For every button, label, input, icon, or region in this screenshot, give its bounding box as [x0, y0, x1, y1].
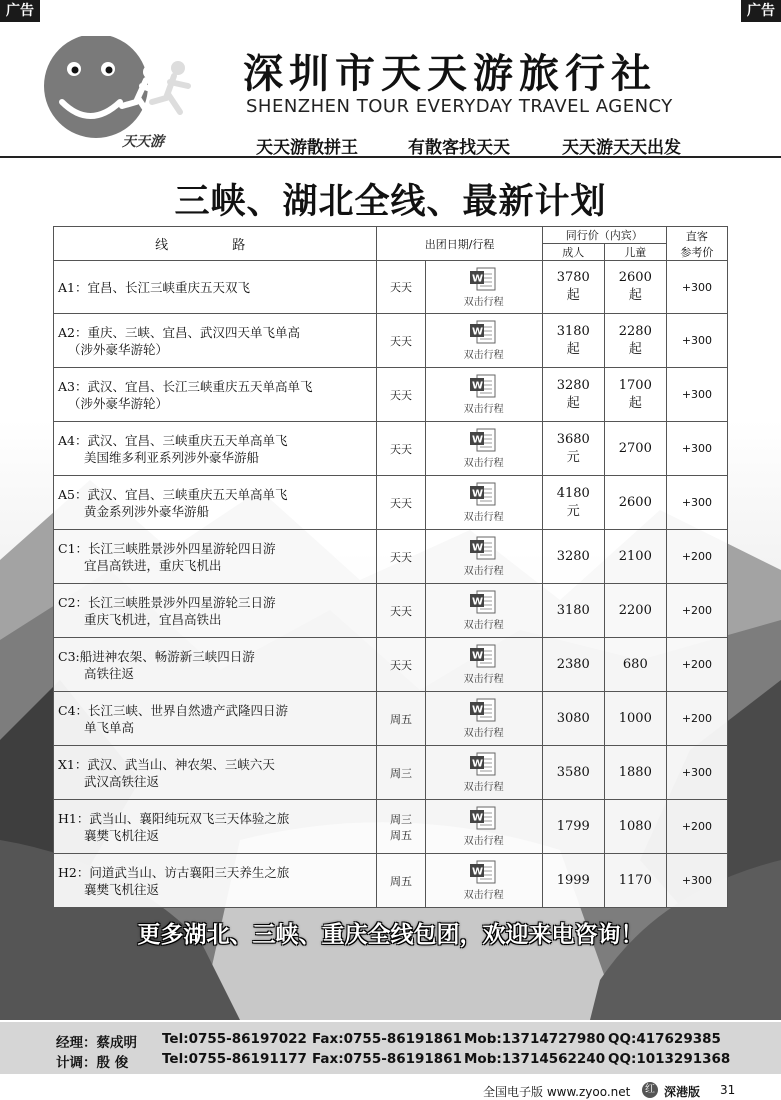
adult-price-unit: 元 [566, 503, 580, 519]
route-row [54, 854, 728, 908]
route-row [54, 476, 728, 530]
page-title: 三峡、湖北全线、最新计划 [174, 182, 607, 222]
direct-price: +300 [666, 368, 727, 422]
word-document-icon [469, 644, 499, 668]
direct-price: +300 [666, 261, 727, 314]
itinerary-label: 双击行程 [463, 350, 504, 361]
itinerary-link[interactable] [425, 800, 542, 854]
child-price-value: 1080 [618, 818, 652, 834]
itinerary-label: 双击行程 [463, 512, 504, 523]
itinerary-link[interactable] [425, 368, 542, 422]
route-name [54, 261, 377, 314]
adult-price [542, 692, 604, 746]
itinerary-label: 双击行程 [463, 620, 504, 631]
footer-website[interactable]: 全国电子版 www.zyoo.net [483, 1085, 631, 1099]
adult-price [542, 314, 604, 368]
child-price [604, 800, 666, 854]
word-document-icon [469, 860, 499, 884]
svg-text:W: W [471, 596, 483, 608]
contact-qq: QQ:417629385 [608, 1031, 721, 1047]
itinerary-link[interactable] [425, 746, 542, 800]
route-row [54, 314, 728, 368]
word-document-icon [469, 806, 499, 830]
itinerary-link[interactable] [425, 638, 542, 692]
route-line-1: H1：武当山、襄阳纯玩双飞三天体验之旅 [58, 810, 290, 826]
page-number: 31 [720, 1083, 736, 1097]
departure-day [377, 854, 425, 908]
route-line-2: 武汉高铁往返 [84, 773, 160, 789]
itinerary-link[interactable] [425, 422, 542, 476]
contact-tel: Tel:0755-86191177 [162, 1051, 307, 1067]
header-route: 线 路 [54, 227, 377, 261]
adult-price [542, 476, 604, 530]
adult-price-value: 1799 [556, 818, 590, 834]
route-line-2: （涉外豪华游轮） [68, 341, 169, 357]
itinerary-label: 双击行程 [463, 674, 504, 685]
route-line-2: 襄樊飞机往返 [84, 881, 160, 897]
route-line-2: 高铁往返 [84, 665, 135, 681]
itinerary-label: 双击行程 [463, 458, 504, 469]
contact-mobile: Mob:13714562240 [464, 1051, 606, 1067]
ad-tag-right: 广告 [741, 0, 781, 22]
itinerary-link[interactable] [425, 584, 542, 638]
departure-day-2: 周五 [390, 828, 412, 842]
word-document-icon [469, 536, 499, 560]
route-line-2: 单飞单高 [84, 719, 135, 735]
direct-price: +200 [666, 800, 727, 854]
route-line-1: H2：问道武当山、访古襄阳三天养生之旅 [58, 864, 290, 880]
word-document-icon [469, 698, 499, 722]
route-row [54, 800, 728, 854]
route-line-1: A2：重庆、三峡、宜昌、武汉四天单飞单高 [58, 324, 300, 340]
itinerary-label: 双击行程 [463, 782, 504, 793]
word-document-icon [469, 267, 499, 291]
page-footer [0, 1080, 781, 1100]
direct-price: +300 [666, 314, 727, 368]
departure-day [377, 476, 425, 530]
direct-price: +200 [666, 530, 727, 584]
child-price [604, 638, 666, 692]
route-line-2: 重庆飞机进，宜昌高铁出 [84, 611, 222, 627]
route-row [54, 638, 728, 692]
word-document-icon [469, 590, 499, 614]
header-peer-price: 同行价（内宾） [542, 227, 666, 244]
departure-day-1: 天天 [390, 604, 412, 618]
svg-text:W: W [471, 812, 483, 824]
itinerary-label: 双击行程 [463, 566, 504, 577]
header-direct-price [666, 227, 727, 261]
adult-price [542, 638, 604, 692]
child-price [604, 368, 666, 422]
itinerary-link[interactable] [425, 530, 542, 584]
adult-price [542, 800, 604, 854]
adult-price-value: 3180 [556, 602, 590, 618]
route-row [54, 584, 728, 638]
word-document-icon [469, 374, 499, 398]
route-line-2: 宜昌高铁进，重庆飞机出 [84, 557, 222, 573]
svg-text:W: W [471, 650, 483, 662]
route-name [54, 314, 377, 368]
route-line-1: X1：武汉、武当山、神农架、三峡六天 [58, 756, 275, 772]
svg-text:W: W [471, 758, 483, 770]
direct-price: +300 [666, 854, 727, 908]
route-line-1: A3：武汉、宜昌、长江三峡重庆五天单高单飞 [58, 378, 313, 394]
adult-price-value: 3180 [556, 323, 590, 339]
child-price-value: 2700 [618, 440, 652, 456]
logo-text: 天天游 [122, 134, 164, 150]
itinerary-label: 双击行程 [463, 728, 504, 739]
adult-price [542, 854, 604, 908]
route-row [54, 530, 728, 584]
route-line-1: C3:船进神农架、畅游新三峡四日游 [58, 648, 255, 664]
contact-fax: Fax:0755-86191861 [312, 1051, 462, 1067]
route-line-2: 黄金系列涉外豪华游船 [84, 503, 210, 519]
route-line-1: A1：宜昌、长江三峡重庆五天双飞 [58, 279, 250, 295]
departure-day [377, 422, 425, 476]
adult-price [542, 368, 604, 422]
route-name [54, 692, 377, 746]
child-price-value: 2100 [618, 548, 652, 564]
route-row [54, 692, 728, 746]
itinerary-link[interactable] [425, 854, 542, 908]
child-price [604, 261, 666, 314]
route-name [54, 746, 377, 800]
route-row [54, 422, 728, 476]
departure-day [377, 638, 425, 692]
child-price [604, 854, 666, 908]
child-price [604, 746, 666, 800]
route-name [54, 422, 377, 476]
departure-day-1: 天天 [390, 442, 412, 456]
departure-day [377, 584, 425, 638]
svg-text:W: W [471, 866, 483, 878]
direct-price: +300 [666, 422, 727, 476]
departure-day-1: 周五 [390, 874, 412, 888]
child-price [604, 422, 666, 476]
adult-price [542, 530, 604, 584]
adult-price-value: 3680 [556, 431, 590, 447]
word-document-icon [469, 320, 499, 344]
routes-table [53, 226, 728, 908]
adult-price-value: 1999 [556, 872, 590, 888]
adult-price-value: 2380 [556, 656, 590, 672]
header-date: 出团日期/行程 [377, 227, 542, 261]
departure-day [377, 692, 425, 746]
direct-price: +200 [666, 692, 727, 746]
header-direct-2: 参考价 [680, 245, 714, 259]
adult-price-value: 3780 [556, 270, 590, 285]
header-direct-1: 直客 [685, 229, 708, 243]
child-price-value: 2200 [618, 602, 652, 618]
adult-price-unit: 起 [566, 395, 580, 411]
svg-text:W: W [471, 488, 483, 500]
adult-price [542, 584, 604, 638]
route-line-1: C4：长江三峡、世界自然遗产武隆四日游 [58, 702, 289, 718]
child-price-value: 2280 [618, 323, 652, 339]
child-price [604, 584, 666, 638]
contact-role: 经理：蔡成明 [56, 1035, 137, 1051]
child-price-value: 2600 [618, 270, 652, 285]
direct-price: +300 [666, 476, 727, 530]
departure-day-1: 周三 [390, 766, 412, 780]
itinerary-link[interactable] [425, 314, 542, 368]
departure-day-1: 天天 [390, 496, 412, 510]
departure-day [377, 261, 425, 314]
smiley-logo-icon [38, 36, 198, 158]
svg-text:W: W [471, 326, 483, 338]
departure-day-1: 天天 [390, 281, 412, 294]
route-name [54, 854, 377, 908]
footer-badge-icon: 红 [642, 1082, 658, 1098]
route-row [54, 746, 728, 800]
agency-header [0, 22, 781, 158]
contact-fax: Fax:0755-86191861 [312, 1031, 462, 1047]
adult-price-value: 4180 [556, 485, 590, 501]
itinerary-link[interactable] [425, 476, 542, 530]
route-row [54, 261, 728, 314]
adult-price-value: 3280 [556, 548, 590, 564]
header-child: 儿童 [604, 244, 666, 261]
ad-tag-left: 广告 [0, 0, 40, 22]
contact-role: 计调：殷 俊 [56, 1055, 129, 1071]
word-document-icon [469, 482, 499, 506]
slogan-3: 天天游天天出发 [562, 138, 681, 158]
itinerary-label: 双击行程 [463, 296, 504, 308]
adult-price-unit: 元 [566, 449, 580, 465]
agency-name-en: SHENZHEN TOUR EVERYDAY TRAVEL AGENCY [246, 96, 673, 117]
adult-price-value: 3280 [556, 377, 590, 393]
departure-day [377, 314, 425, 368]
child-price-unit: 起 [628, 341, 642, 357]
route-line-1: C2：长江三峡胜景涉外四星游轮三日游 [58, 594, 276, 610]
departure-day [377, 368, 425, 422]
itinerary-label: 双击行程 [463, 836, 504, 847]
itinerary-label: 双击行程 [463, 404, 504, 415]
child-price-value: 1000 [618, 710, 652, 726]
slogan-2: 有散客找天天 [408, 138, 510, 158]
itinerary-link[interactable] [425, 261, 542, 314]
child-price-value: 1880 [618, 764, 652, 780]
route-row [54, 368, 728, 422]
slogan-1: 天天游散拼王 [256, 138, 358, 158]
child-price-unit: 起 [628, 395, 642, 411]
departure-day-1: 周三 [390, 812, 412, 826]
svg-text:W: W [471, 542, 483, 554]
child-price-value: 2600 [618, 494, 652, 510]
word-document-icon [469, 752, 499, 776]
child-price [604, 476, 666, 530]
adult-price-value: 3080 [556, 710, 590, 726]
adult-price [542, 261, 604, 314]
departure-day-1: 天天 [390, 658, 412, 672]
child-price-value: 1170 [618, 872, 652, 888]
route-line-2: （涉外豪华游轮） [68, 395, 169, 411]
direct-price: +200 [666, 638, 727, 692]
contact-mobile: Mob:13714727980 [464, 1031, 606, 1047]
departure-day-1: 周五 [390, 712, 412, 726]
departure-day [377, 530, 425, 584]
adult-price-unit: 起 [566, 288, 580, 303]
route-name [54, 530, 377, 584]
svg-text:W: W [471, 434, 483, 446]
route-name [54, 476, 377, 530]
word-document-icon [469, 428, 499, 452]
footer-edition: 深港版 [664, 1085, 701, 1099]
direct-price: +300 [666, 746, 727, 800]
child-price-unit: 起 [628, 288, 642, 303]
adult-price [542, 422, 604, 476]
adult-price [542, 746, 604, 800]
departure-day-1: 天天 [390, 388, 412, 402]
child-price [604, 530, 666, 584]
route-name [54, 584, 377, 638]
child-price [604, 692, 666, 746]
child-price-value: 1700 [618, 377, 652, 393]
departure-day-1: 天天 [390, 334, 412, 348]
route-name [54, 368, 377, 422]
adult-price-unit: 起 [566, 341, 580, 357]
departure-day [377, 800, 425, 854]
departure-day-1: 天天 [390, 550, 412, 564]
route-line-1: A5：武汉、宜昌、三峡重庆五天单高单飞 [58, 486, 288, 502]
child-price [604, 314, 666, 368]
contact-tel: Tel:0755-86197022 [162, 1031, 307, 1047]
route-name [54, 638, 377, 692]
route-line-1: A4：武汉、宜昌、三峡重庆五天单高单飞 [58, 432, 288, 448]
direct-price: +200 [666, 584, 727, 638]
agency-name-cn: 深圳市天天游旅行社 [243, 51, 657, 97]
svg-text:W: W [471, 273, 483, 284]
svg-text:W: W [471, 380, 483, 392]
route-name [54, 800, 377, 854]
svg-text:W: W [471, 704, 483, 716]
route-line-2: 美国维多利亚系列涉外豪华游船 [84, 449, 260, 465]
contact-call-to-action: 更多湖北、三峡、重庆全线包团，欢迎来电咨询！ [137, 922, 644, 948]
route-line-1: C1：长江三峡胜景涉外四星游轮四日游 [58, 540, 276, 556]
departure-day [377, 746, 425, 800]
route-line-2: 襄樊飞机往返 [84, 827, 160, 843]
contact-qq: QQ:1013291368 [608, 1051, 731, 1067]
child-price-value: 680 [622, 656, 648, 672]
contact-bar [0, 1022, 781, 1074]
header-adult: 成人 [542, 244, 604, 261]
adult-price-value: 3580 [556, 764, 590, 780]
itinerary-link[interactable] [425, 692, 542, 746]
itinerary-label: 双击行程 [463, 890, 504, 901]
